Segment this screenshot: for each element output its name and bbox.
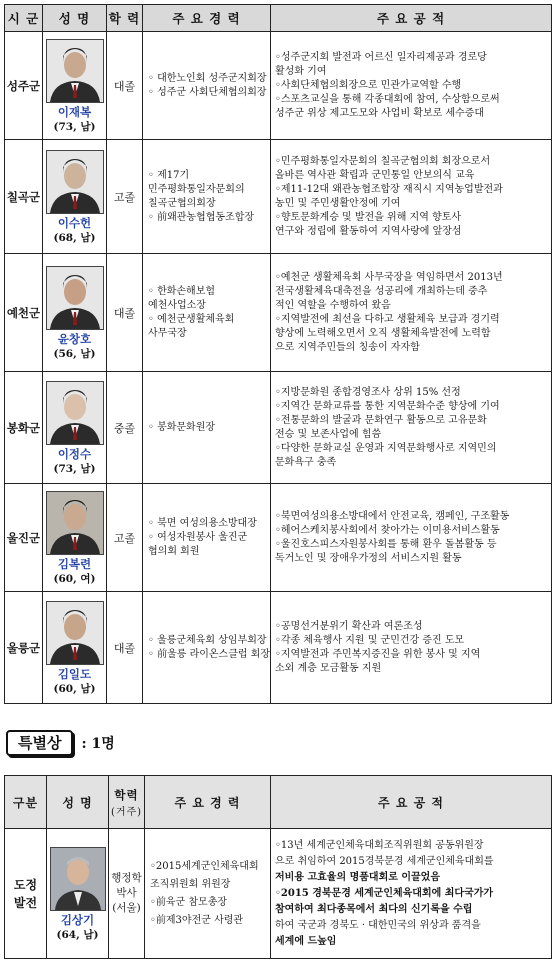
career-line: 조직위원회 위원장 (150, 878, 231, 890)
achievements-cell (271, 592, 552, 704)
achievement-line: 으로 지역주민들의 칭송이 자자함 (275, 341, 420, 353)
career-line: ◦ 여성자원봉사 울진군 (148, 531, 248, 543)
career-line: ◦2015세계군인체육대회 (150, 860, 259, 872)
portrait-photo (46, 381, 104, 445)
achievement-line: ◦울진호스피스자원봉사회를 통해 환우 돌봄활동 등 (275, 538, 497, 550)
name-cell (43, 140, 107, 254)
special-award-count: : 1명 (81, 736, 115, 752)
achievement-line: 세계에 드높임 (275, 935, 337, 947)
achievement-line: 올바른 역사관 확립과 군민통일 안보의식 교육 (275, 169, 475, 181)
person-name: 이정수 (57, 447, 92, 461)
special-header-row (5, 776, 552, 829)
achievement-line: ◦지역간 문화교류를 통한 지역문화수준 향상에 기여 (275, 400, 500, 412)
special-row (5, 829, 552, 959)
achievement-line: ◦민주평화통일자문회의 칠곡군협의회 회장으로서 (275, 155, 491, 167)
achievement-line: ◦제11-12대 왜관농협조합장 재직시 지역농업발전과 (275, 183, 503, 195)
achievement-line: 전승 및 보존사업에 힘씀 (275, 428, 382, 440)
achievement-line: ◦전통문화의 발굴과 문화연구 활동으로 고유문화 (275, 414, 487, 426)
person-name: 김일도 (57, 667, 92, 681)
special-region-line2: 발전 (13, 895, 38, 910)
portrait-photo (46, 266, 104, 330)
education-cell: 중졸 (107, 372, 143, 484)
person-age-gender: (56, 남) (53, 348, 96, 360)
special-region-cell (5, 829, 47, 959)
region-cell: 봉화군 (5, 372, 43, 484)
achievement-line: 독거노인 및 장애우가정의 서비스지원 활동 (275, 552, 462, 564)
achievement-line: ◦지역발전에 최선을 다하고 생활체육 보급과 경기력 (275, 313, 500, 325)
achievement-line: ◦북면여성의용소방대에서 안전교육, 캠페인, 구조활동 (275, 510, 510, 522)
achievement-line: 저비용 고효율의 명품대회로 이끌었음 (275, 871, 441, 883)
career-cell (143, 484, 271, 592)
special-header-region: 구분 (5, 776, 47, 829)
career-line: 협의회 회원 (148, 545, 200, 557)
career-line: ◦ 울릉군체육회 상임부회장 (148, 634, 267, 646)
header-achievements: 주 요 공 적 (271, 5, 552, 32)
achievement-line: ◦사회단체협의회장으로 민관가교역할 수행 (275, 79, 462, 91)
name-cell (43, 254, 107, 372)
special-region-line1: 도정 (13, 877, 38, 892)
achievement-line: ◦스포츠교실을 통해 각종대회에 참여, 수상함으로써 (275, 93, 500, 105)
special-header-career: 주 요 경 력 (145, 776, 271, 829)
special-education-cell (109, 829, 145, 959)
career-line: 민주평화통일자문회의 (148, 183, 245, 195)
person-age-gender: (60, 여) (53, 573, 96, 585)
special-name-cell (47, 829, 109, 959)
person-age-gender: (73, 남) (53, 121, 96, 133)
special-header-education-label: 학력 (114, 787, 139, 802)
person-age-gender: (68, 남) (53, 232, 96, 244)
special-award-title (6, 730, 115, 756)
achievement-line: 참여하여 최다종목에서 최다의 신기록을 수립 (275, 903, 473, 915)
name-cell (43, 372, 107, 484)
region-cell: 예천군 (5, 254, 43, 372)
education-cell: 대졸 (107, 254, 143, 372)
person-age-gender: (64, 남) (56, 929, 99, 941)
special-achievements-cell (271, 829, 552, 959)
achievement-line: 문화욕구 충족 (275, 456, 337, 468)
achievement-line: 소외 계층 모금활동 지원 (275, 662, 382, 674)
portrait-photo (46, 491, 104, 555)
achievement-line: ◦각종 체육행사 지원 및 군민건강 증진 도모 (275, 634, 465, 646)
education-cell: 고졸 (107, 140, 143, 254)
education-cell: 대졸 (107, 592, 143, 704)
achievements-cell (271, 254, 552, 372)
achievements-cell (271, 484, 552, 592)
portrait-photo (46, 601, 104, 665)
achievement-line: ◦공명선거분위기 확산과 여론조성 (275, 620, 423, 632)
achievement-line: ◦향토문화계승 및 발전을 위해 지역 향토사 (275, 211, 462, 223)
achievement-line: 성주군 위상 제고도모와 사업비 확보로 세수증대 (275, 107, 485, 119)
portrait-photo (46, 150, 104, 214)
table-row (5, 484, 552, 592)
header-name: 성 명 (43, 5, 107, 32)
career-line: ◦ 북면 여성의용소방대장 (148, 517, 257, 529)
career-line: ◦ 대한노인회 성주군지회장 (148, 72, 267, 84)
career-line: ◦ 예천군생활체육회 (148, 313, 235, 325)
person-age-gender: (60, 남) (53, 683, 96, 695)
special-education-line1: 행정학 (111, 872, 142, 884)
header-region: 시 군 (5, 5, 43, 32)
region-cell: 울릉군 (5, 592, 43, 704)
career-line: 예천사업소장 (148, 299, 206, 311)
header-education: 학 력 (107, 5, 143, 32)
achievement-line: ◦지방문화원 종합경영조사 상위 15% 선정 (275, 386, 461, 398)
special-header-name: 성 명 (47, 776, 109, 829)
table-row (5, 592, 552, 704)
achievement-line: 향상에 노력해오면서 오직 생활체육발전에 노력함 (275, 327, 491, 339)
achievement-line: ◦13년 세계군인체육대회조직위원회 공동위원장 (275, 839, 484, 851)
achievement-line: ◦지역발전과 주민복지증진을 위한 봉사 및 지역 (275, 648, 481, 660)
education-cell: 대졸 (107, 32, 143, 140)
name-cell (43, 484, 107, 592)
achievement-line: ◦헤어스케치봉사회에서 찾아가는 이미용서비스활동 (275, 524, 500, 536)
special-award-table (4, 775, 552, 959)
achievements-cell (271, 372, 552, 484)
career-cell (143, 32, 271, 140)
table-row (5, 140, 552, 254)
career-line: 칠곡군협의회장 (148, 197, 216, 209)
career-cell (143, 372, 271, 484)
special-award-label: 특별상 (6, 730, 73, 756)
special-education-line2: 박사 (116, 887, 137, 899)
achievement-line: ◦다양한 문화교실 운영과 지역문화행사로 지역민의 (275, 442, 497, 454)
career-line: ◦ 前왜관농협협동조합장 (148, 211, 255, 223)
special-header-education-sub: (거주) (110, 806, 143, 818)
achievement-line: ◦예천군 생활체육회 사무국장을 역임하면서 2013년 (275, 271, 503, 283)
achievement-line: 연구와 정립에 활동하여 지역사랑에 앞장섬 (275, 225, 462, 237)
achievement-line: 전국생활체육대축전을 성공리에 개최하는데 중추 (275, 285, 488, 297)
table-row (5, 254, 552, 372)
career-line: ◦ 前울릉 라이온스클럽 회장 (148, 648, 271, 660)
header-career: 주 요 경 력 (143, 5, 271, 32)
region-cell: 울진군 (5, 484, 43, 592)
career-line: ◦ 한화손해보험 (148, 285, 216, 297)
region-cell: 칠곡군 (5, 140, 43, 254)
person-name: 이수헌 (57, 216, 92, 230)
career-line: ◦ 봉화문화원장 (148, 421, 216, 433)
awards-table (4, 4, 552, 704)
career-line: 사무국장 (148, 327, 187, 339)
achievement-line: ◦성주군지회 발전과 어르신 일자리제공과 경로당 (275, 51, 487, 63)
career-line: ◦ 제17기 (148, 169, 190, 181)
achievements-cell (271, 32, 552, 140)
special-header-achievements: 주 요 공 적 (271, 776, 552, 829)
career-line: ◦前제3야전군 사령관 (150, 914, 244, 926)
person-name: 윤창호 (57, 332, 92, 346)
special-career-cell (145, 829, 271, 959)
table-row (5, 372, 552, 484)
education-cell: 고졸 (107, 484, 143, 592)
career-cell (143, 254, 271, 372)
achievement-line: ◦2015 경북문경 세계군인체육대회에 최다국가가 (275, 887, 494, 899)
person-name: 김복련 (57, 557, 92, 571)
achievement-line: 으로 취임하여 2015경북문경 세계군인체육대회를 (275, 855, 494, 867)
achievement-line: 하여 국군과 경북도 · 대한민국의 위상과 품격을 (275, 919, 481, 931)
name-cell (43, 32, 107, 140)
achievement-line: 활성화 기여 (275, 65, 327, 77)
career-cell (143, 140, 271, 254)
career-line: ◦前육군 참모총장 (150, 896, 228, 908)
special-header-education (109, 776, 145, 829)
table-header-row (5, 5, 552, 32)
portrait-photo (50, 847, 106, 911)
achievement-line: 농민 및 주민생활안정에 기여 (275, 197, 401, 209)
person-name: 김상기 (60, 913, 95, 927)
name-cell (43, 592, 107, 704)
person-name: 이재복 (57, 105, 92, 119)
region-cell: 성주군 (5, 32, 43, 140)
special-education-line3: (서울) (112, 902, 141, 914)
achievement-line: 적인 역할을 수행하여 왔음 (275, 299, 391, 311)
achievements-cell (271, 140, 552, 254)
person-age-gender: (73, 남) (53, 463, 96, 475)
table-row (5, 32, 552, 140)
career-cell (143, 592, 271, 704)
career-line: ◦ 성주군 사회단체협의회장 (148, 86, 267, 98)
portrait-photo (46, 39, 104, 103)
